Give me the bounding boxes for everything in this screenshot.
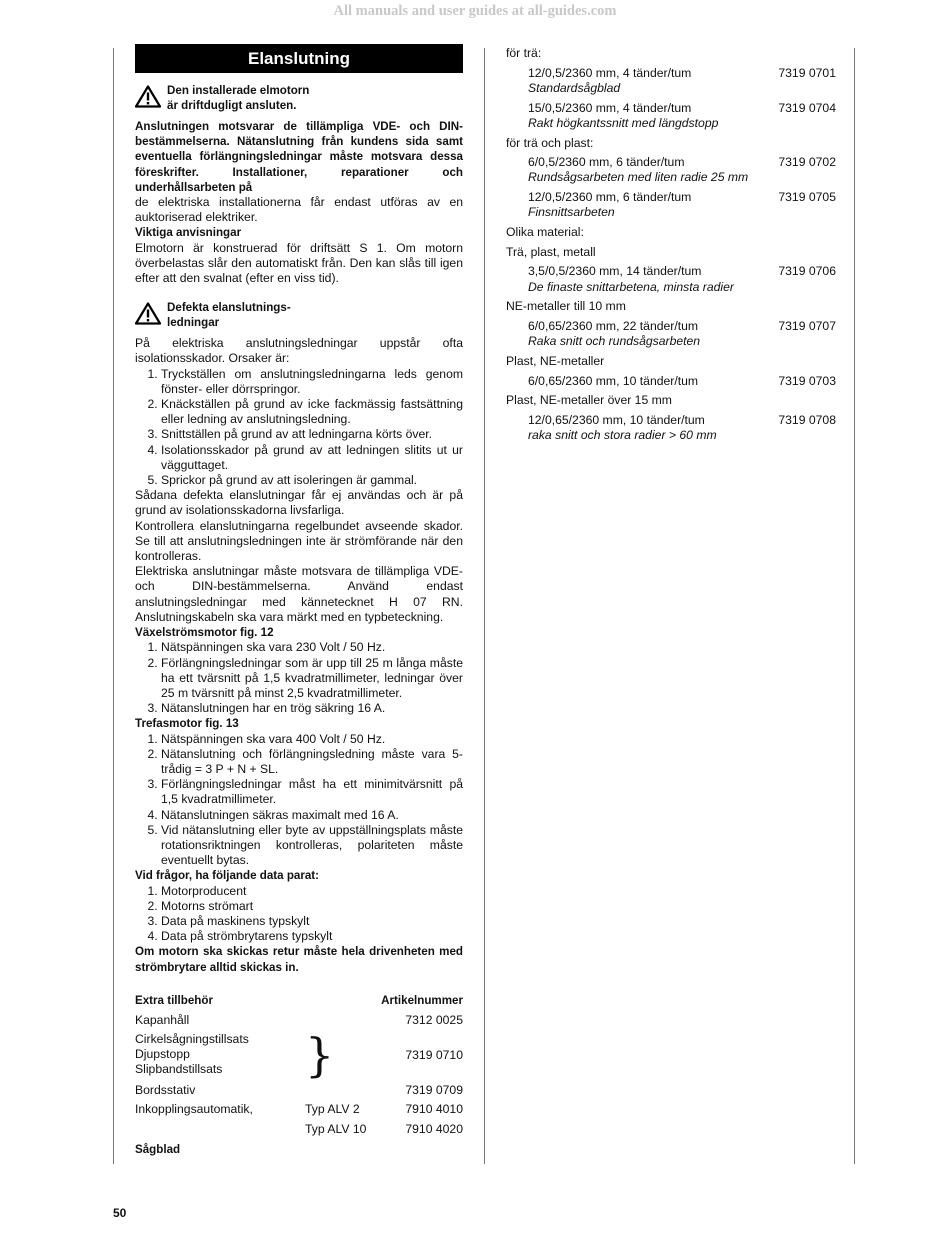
accessory-name: Slipbandstillsats: [135, 1062, 223, 1077]
article-number: 7319 0702: [778, 155, 836, 170]
retur-notice: Om motorn ska skickas retur måste hela drivenheten med strömbrytare alltid skickas in.: [135, 945, 463, 974]
blade-item: [506, 319, 836, 349]
left-column: [135, 44, 463, 1157]
page-number: 50: [113, 1206, 127, 1220]
blade-item: [506, 190, 836, 220]
paragraph: Kontrollera elanslutningarna regelbundet avseende skador. Se till att anslutningsledningen inte är strömförande när den kontrolleras.: [135, 518, 463, 564]
blade-category-heading: för trä:: [506, 46, 542, 60]
list-item: 5. Sprickor på grund av att isoleringen är gammal.: [161, 473, 463, 488]
warning-line: Den installerade elmotorn: [167, 84, 310, 97]
heading-sagblad: Sågblad: [135, 1143, 181, 1157]
warning-block-defekta: [135, 300, 463, 330]
accessories-table: [135, 993, 463, 1142]
blade-spec: 12/0,5/2360 mm, 6 tänder/tum: [528, 190, 692, 205]
heading-fragor: Vid frågor, ha följande data parat:: [135, 869, 320, 883]
article-number: 7319 0710: [405, 1047, 463, 1062]
list-item: 4. Isolationsskador på grund av att ledningen slitits ut ur vägguttaget.: [161, 443, 463, 473]
warning-triangle-icon: [135, 85, 161, 108]
blade-item: [506, 264, 836, 294]
group-brace: }: [305, 1028, 335, 1083]
list-trefas: [135, 732, 463, 869]
list-item: 2. Nätanslutning och förlängningsledning måste vara 5-trådig = 3 P + N + SL.: [161, 747, 463, 777]
article-number: 7910 4010: [405, 1102, 463, 1117]
article-number: 7319 0704: [778, 100, 836, 115]
blade-item: [506, 155, 836, 185]
blade-spec: 6/0,65/2360 mm, 10 tänder/tum: [528, 373, 699, 388]
accessory-type: Typ ALV 10: [305, 1121, 367, 1136]
blade-category-heading: Plast, NE-metaller över 15 mm: [506, 393, 672, 408]
list-item: 2. Knäckställen på grund av icke fackmässig fastsättning eller ledning av anslutningsledning.: [161, 397, 463, 427]
table-row: [135, 1122, 463, 1142]
blade-category-heading: Plast, NE-metaller: [506, 353, 605, 368]
blade-spec: 6/0,65/2360 mm, 22 tänder/tum: [528, 319, 699, 334]
article-number-header: Artikelnummer: [381, 993, 463, 1007]
list-item: 3. Snittställen på grund av att ledningarna körts över.: [161, 427, 463, 442]
accessory-name: Djupstopp: [135, 1047, 190, 1062]
column-divider: [484, 48, 485, 1164]
warning-line: ledningar: [167, 316, 220, 330]
list-item: 2. Motorns strömart: [161, 899, 463, 914]
warning-text: de elektriska installationerna får endast utföras av en auktoriserad elektriker.: [135, 195, 463, 225]
warning-line: Defekta elanslutnings-: [167, 301, 291, 315]
blade-usage-note: Rundsågsarbeten med liten radie 25 mm: [528, 170, 749, 185]
article-number: 7319 0706: [778, 264, 836, 279]
table-row: [135, 1102, 463, 1122]
list-item: 4. Nätanslutningen säkras maximalt med 16 A.: [161, 808, 463, 823]
list-item: 1. Nätspänningen ska vara 230 Volt / 50 Hz.: [161, 640, 463, 655]
blade-item: [506, 101, 836, 131]
blade-item: [506, 413, 836, 443]
accessory-name: Bordsstativ: [135, 1082, 196, 1097]
list-item: 1. Tryckställen om anslutningsledningarna leds genom fönster- eller dörrspringor.: [161, 367, 463, 397]
heading-viktiga: Viktiga anvisningar: [135, 226, 242, 240]
warning-block-installed: [135, 83, 463, 113]
accessory-name: Cirkelsågningstillsats: [135, 1032, 249, 1047]
blade-category-heading: NE-metaller till 10 mm: [506, 299, 626, 314]
blade-usage-note: Raka snitt och rundsågsarbeten: [528, 334, 701, 349]
list-item: 3. Nätanslutningen har en trög säkring 16 A.: [161, 701, 463, 716]
warning-line: är driftdugligt ansluten.: [167, 99, 297, 112]
paragraph-viktiga: Elmotorn är konstruerad för driftsätt S 1. Om motorn överbelastas slår den automatiskt från. Den kan slås till igen efter att den svalnat (efter en viss tid).: [135, 240, 463, 286]
blade-usage-note: Finsnittsarbeten: [528, 205, 615, 220]
accessory-name: Kapanhåll: [135, 1012, 190, 1027]
list-item: 3. Förlängningsledningar måst ha ett minimitvärsnitt på 1,5 kvadratmillimeter.: [161, 777, 463, 807]
article-number: 7319 0705: [778, 190, 836, 205]
article-number: 7910 4020: [405, 1121, 463, 1136]
blade-category-heading: för trä och plast:: [506, 135, 594, 150]
blade-item: [506, 374, 836, 389]
blade-category-heading: Trä, plast, metall: [506, 244, 596, 259]
blade-spec: 15/0,5/2360 mm, 4 tänder/tum: [528, 100, 692, 115]
blade-usage-note: Rakt högkantssnitt med längdstopp: [528, 115, 719, 130]
blade-category-heading: Olika material:: [506, 225, 584, 240]
watermark: All manuals and user guides at all-guides.com: [333, 3, 617, 19]
table-row: [135, 1032, 463, 1083]
right-column: [506, 46, 836, 448]
heading-trefas: Trefasmotor fig. 13: [135, 717, 239, 731]
list-vaxelstrom: [135, 640, 463, 716]
table-row: [135, 1083, 463, 1103]
blade-usage-note: Standardsågblad: [528, 80, 621, 95]
blade-spec: 3,5/0,5/2360 mm, 14 tänder/tum: [528, 264, 702, 279]
paragraph: Sådana defekta elanslutningar får ej användas och är på grund av isolationsskadorna livsfarliga.: [135, 488, 463, 518]
list-item: 4. Data på strömbrytarens typskylt: [161, 929, 463, 944]
right-margin-rule: [854, 48, 855, 1164]
article-number: 7312 0025: [405, 1012, 463, 1027]
section-title: Elanslutning: [135, 44, 463, 73]
list-item: 1. Nätspänningen ska vara 400 Volt / 50 Hz.: [161, 732, 463, 747]
paragraph: Elektriska anslutningar måste motsvara de tillämpliga VDE- och DIN-bestämmelserna. Använd endast anslutningsledningar med kännetecknet H 07 RN. Anslutningskabeln ska vara märkt med en typbeteckning.: [135, 564, 463, 624]
blade-usage-note: De finaste snittarbetena, minsta radier: [528, 279, 734, 294]
accessory-name: Inkopplingsautomatik,: [135, 1102, 253, 1117]
article-number: 7319 0703: [778, 373, 836, 388]
article-number: 7319 0707: [778, 319, 836, 334]
heading-vaxelstrom: Växelströmsmotor fig. 12: [135, 626, 274, 640]
blade-usage-note: raka snitt och stora radier > 60 mm: [528, 428, 717, 443]
blade-spec: 6/0,5/2360 mm, 6 tänder/tum: [528, 155, 685, 170]
blade-spec: 12/0,65/2360 mm, 10 tänder/tum: [528, 413, 705, 428]
list-item: 1. Motorproducent: [161, 884, 463, 899]
list-item: 3. Data på maskinens typskylt: [161, 914, 463, 929]
list-item: 2. Förlängningsledningar som är upp till 25 m långa måste ha ett tvärsnitt på 1,5 kvadratmillimeter, ledningar över 25 m tvärsnitt på minst 2,5 kvadratmillimeter.: [161, 656, 463, 702]
warning-triangle-icon: [135, 302, 161, 325]
article-number: 7319 0701: [778, 65, 836, 80]
blade-spec: 12/0,5/2360 mm, 4 tänder/tum: [528, 65, 692, 80]
list-fragor: [135, 884, 463, 945]
list-item: 5. Vid nätanslutning eller byte av uppställningsplats måste rotationsriktningen kontrolleras, polariteten måste eventuellt bytas.: [161, 823, 463, 869]
warning-bold-text: Anslutningen motsvarar de tillämpliga VDE- och DIN-bestämmelserna. Nätanslutning från kundens sida samt eventuella förlängningsledningar måste motsvara dessa föreskrifter. Installationer, reparationer och underhållsarbeten på: [135, 120, 463, 194]
accessory-type: Typ ALV 2: [305, 1102, 360, 1117]
blade-item: [506, 66, 836, 96]
list-defekta: [135, 367, 463, 489]
article-number: 7319 0709: [405, 1082, 463, 1097]
left-margin-rule: [113, 48, 114, 1164]
table-row: [135, 1013, 463, 1033]
accessories-header: Extra tillbehör: [135, 993, 213, 1007]
paragraph-defekta-intro: På elektriska anslutningsledningar uppstår ofta isolationsskador. Orsaker är:: [135, 336, 463, 366]
article-number: 7319 0708: [778, 413, 836, 428]
